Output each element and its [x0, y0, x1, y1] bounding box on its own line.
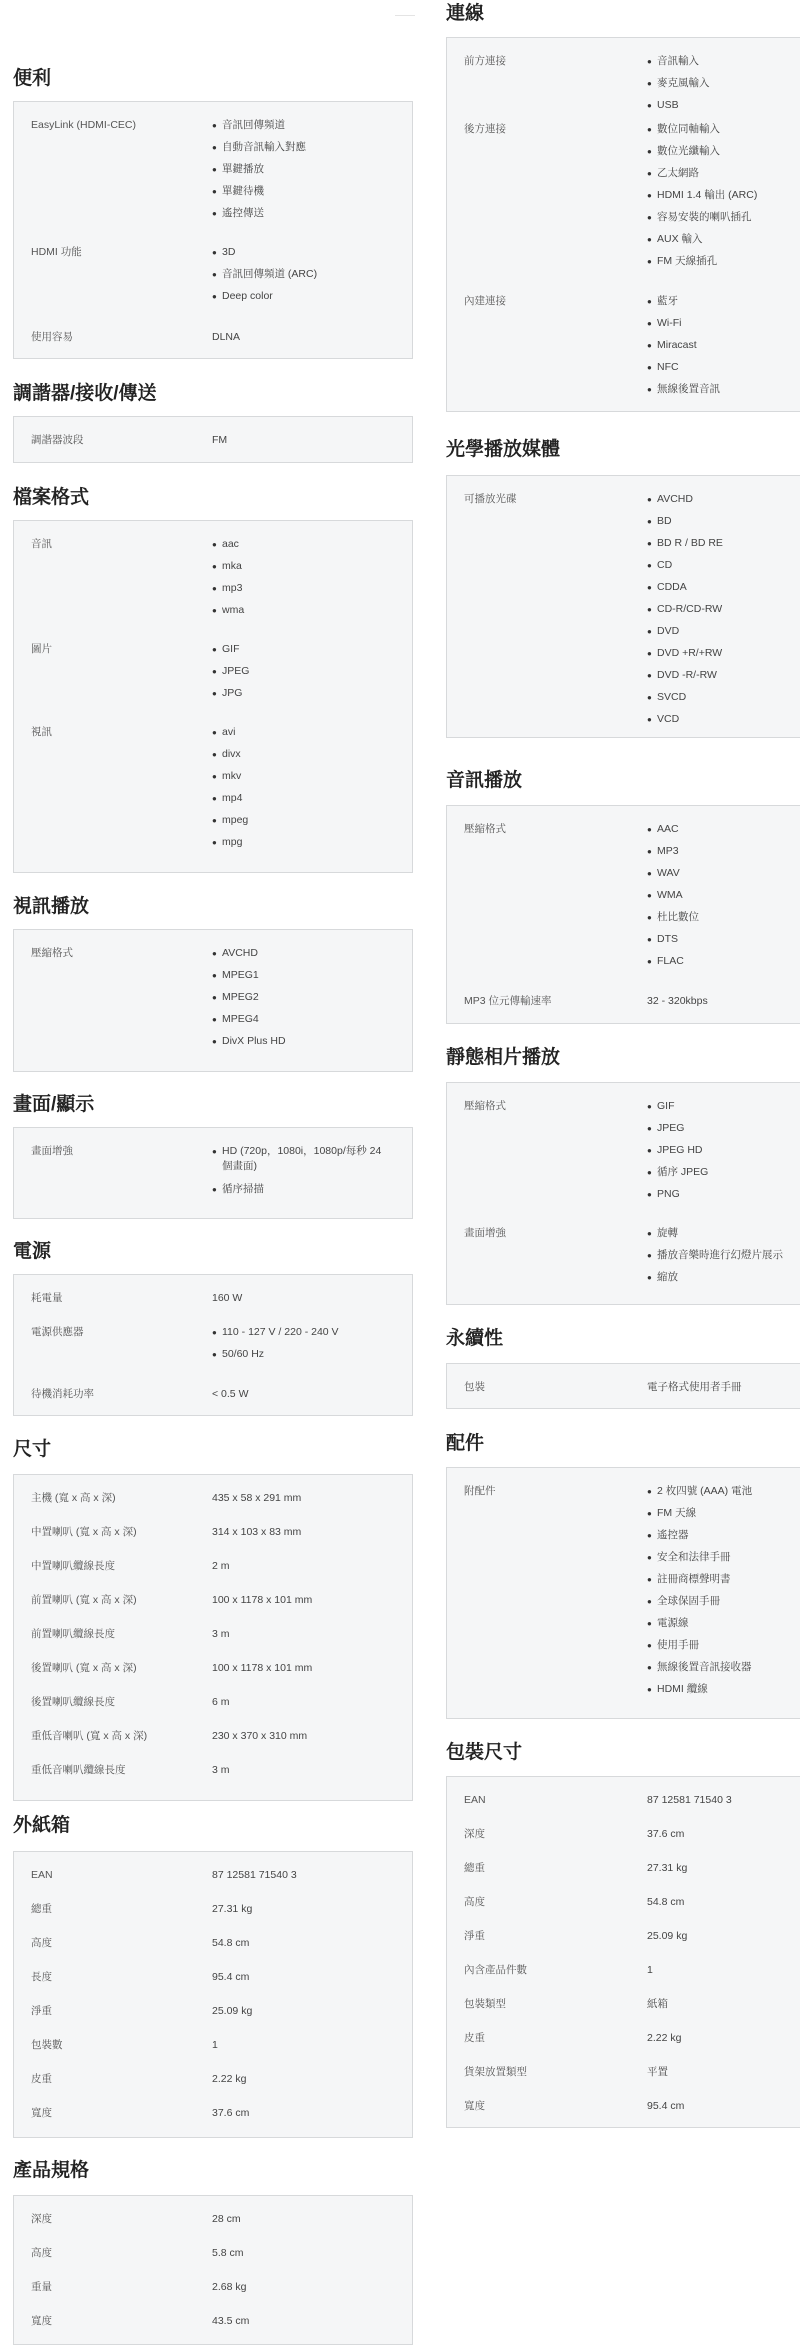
spec-label: 寬度	[31, 2107, 52, 2119]
spec-label: 前置喇叭纜線長度	[31, 1628, 115, 1640]
spec-table	[446, 37, 800, 412]
bullet-item: ● 數位同軸輸入	[647, 122, 794, 144]
bullet-item: ● GIF	[647, 1099, 794, 1121]
bullet-item: ● FM 天線插孔	[647, 254, 794, 276]
spec-value	[647, 54, 794, 120]
section-title: 連線	[446, 3, 485, 24]
bullet-item: ● mp4	[212, 791, 406, 813]
bullet-item: ● 循序 JPEG	[647, 1165, 794, 1187]
bullet-item: ● mp3	[212, 581, 406, 603]
bullet-item: ● 無線後置音訊	[647, 382, 794, 404]
bullet-item: ● MPEG1	[212, 968, 406, 990]
section-title: 外紙箱	[13, 1815, 71, 1836]
bullet-item: ● mka	[212, 559, 406, 581]
spec-label: 使用容易	[31, 331, 73, 343]
spec-value: 2 m	[212, 1560, 230, 1572]
bullet-item: ● DivX Plus HD	[212, 1034, 406, 1056]
bullet-item: ● 使用手冊	[647, 1638, 794, 1660]
bullet-list	[647, 1226, 794, 1292]
spec-label: 可播放光碟	[464, 493, 517, 505]
spec-label: 總重	[31, 1903, 52, 1915]
spec-label: 皮重	[464, 2032, 485, 2044]
bullet-list	[647, 1099, 794, 1209]
spec-label: 前方連接	[464, 55, 506, 67]
spec-label: 包裝數	[31, 2039, 63, 2051]
bullet-item: ● 音訊回傳頻道	[212, 118, 406, 140]
bullet-list	[647, 122, 794, 276]
bullet-item: ● DVD +R/+RW	[647, 646, 794, 668]
bullet-item: ● FLAC	[647, 954, 794, 976]
spec-value	[647, 1484, 794, 1704]
spec-label: 耗電量	[31, 1292, 63, 1304]
bullet-list	[212, 118, 406, 228]
spec-value: 43.5 cm	[212, 2315, 250, 2327]
bullet-item: ● GIF	[212, 642, 406, 664]
bullet-item: ● avi	[212, 725, 406, 747]
spec-value: 27.31 kg	[212, 1903, 253, 1915]
bullet-item: ● 安全和法律手冊	[647, 1550, 794, 1572]
bullet-list	[212, 946, 406, 1056]
bullet-item: ● CD	[647, 558, 794, 580]
section-title: 視訊播放	[13, 896, 90, 917]
spec-label: 淨重	[464, 1930, 485, 1942]
bullet-item: ● 播放音樂時進行幻燈片展示	[647, 1248, 794, 1270]
spec-label: 後置喇叭纜線長度	[31, 1696, 115, 1708]
bullet-item: ● mpeg	[212, 813, 406, 835]
spec-value: 435 x 58 x 291 mm	[212, 1492, 302, 1504]
bullet-item: ● CD-R/CD-RW	[647, 602, 794, 624]
spec-label: 調諧器波段	[31, 434, 84, 446]
spec-value: 230 x 370 x 310 mm	[212, 1730, 308, 1742]
spec-value: 100 x 1178 x 101 mm	[212, 1594, 313, 1606]
bullet-item: ● 註冊商標聲明書	[647, 1572, 794, 1594]
spec-value: 3 m	[212, 1628, 230, 1640]
spec-label: 寬度	[31, 2315, 52, 2327]
spec-label: 畫面增強	[464, 1227, 506, 1239]
bullet-item: ● 3D	[212, 245, 406, 267]
spec-label: 後方連接	[464, 123, 506, 135]
spec-table	[446, 475, 800, 738]
spec-value	[212, 1325, 406, 1369]
spec-value: 95.4 cm	[212, 1971, 250, 1983]
bullet-item: ● 遙控傳送	[212, 206, 406, 228]
bullet-item: ● 無線後置音訊接收器	[647, 1660, 794, 1682]
spec-table	[13, 929, 413, 1072]
spec-value	[647, 822, 794, 976]
spec-value	[647, 294, 794, 404]
bullet-item: ● JPEG	[647, 1121, 794, 1143]
spec-value: 1	[647, 1964, 653, 1976]
spec-value: DLNA	[212, 331, 241, 343]
spec-label: HDMI 功能	[31, 246, 82, 258]
spec-table	[13, 1127, 413, 1219]
spec-label: 內建連接	[464, 295, 506, 307]
spec-label: 畫面增強	[31, 1145, 73, 1157]
spec-value: 54.8 cm	[212, 1937, 250, 1949]
bullet-item: ● SVCD	[647, 690, 794, 712]
spec-label: 主機 (寬 x 高 x 深)	[31, 1492, 116, 1504]
spec-value: 54.8 cm	[647, 1896, 685, 1908]
bullet-item: ● 容易安裝的喇叭插孔	[647, 210, 794, 232]
spec-label: 圖片	[31, 643, 52, 655]
spec-label: 壓縮格式	[31, 947, 73, 959]
spec-label: EAN	[31, 1869, 53, 1881]
spec-value: 100 x 1178 x 101 mm	[212, 1662, 313, 1674]
spec-table	[446, 1082, 800, 1305]
spec-value: 紙箱	[647, 1998, 668, 2010]
bullet-item: ● divx	[212, 747, 406, 769]
spec-table	[446, 805, 800, 1024]
spec-label: 包裝類型	[464, 1998, 506, 2010]
spec-value: 3 m	[212, 1764, 230, 1776]
bullet-item: ● MPEG2	[212, 990, 406, 1012]
bullet-list	[212, 642, 406, 708]
bullet-item: ● 全球保固手冊	[647, 1594, 794, 1616]
spec-table	[13, 1274, 413, 1416]
spec-value: 314 x 103 x 83 mm	[212, 1526, 302, 1538]
spec-value: 28 cm	[212, 2213, 241, 2225]
spec-value: 37.6 cm	[212, 2107, 250, 2119]
spec-value	[212, 1144, 392, 1204]
spec-table	[13, 1851, 413, 2138]
bullet-item: ● JPG	[212, 686, 406, 708]
bullet-item: ● 數位光纖輸入	[647, 144, 794, 166]
bullet-list	[212, 725, 406, 857]
spec-label: 重低音喇叭纜線長度	[31, 1764, 126, 1776]
bullet-item: ● 單鍵待機	[212, 184, 406, 206]
spec-value: 95.4 cm	[647, 2100, 685, 2112]
spec-value: 87 12581 71540 3	[647, 1794, 732, 1806]
bullet-item: ● DVD -R/-RW	[647, 668, 794, 690]
bullet-item: ● 藍牙	[647, 294, 794, 316]
decorative-corner-line	[395, 0, 415, 16]
bullet-item: ● 乙太網路	[647, 166, 794, 188]
spec-label: 寬度	[464, 2100, 485, 2112]
spec-table	[446, 1776, 800, 2128]
spec-value: 32 - 320kbps	[647, 995, 708, 1007]
bullet-item: ● HDMI 纜線	[647, 1682, 794, 1704]
bullet-list	[212, 245, 406, 311]
bullet-list	[647, 54, 794, 120]
bullet-list	[212, 537, 406, 625]
bullet-item: ● 音訊輸入	[647, 54, 794, 76]
bullet-item: ● VCD	[647, 712, 794, 734]
spec-label: 長度	[31, 1971, 52, 1983]
bullet-item: ● AAC	[647, 822, 794, 844]
spec-value: < 0.5 W	[212, 1388, 249, 1400]
spec-label: 深度	[31, 2213, 52, 2225]
spec-label: 壓縮格式	[464, 1100, 506, 1112]
bullet-item: ● 2 枚四號 (AAA) 電池	[647, 1484, 794, 1506]
spec-value: FM	[212, 434, 228, 446]
bullet-item: ● Wi-Fi	[647, 316, 794, 338]
bullet-list	[647, 492, 794, 734]
spec-label: 前置喇叭 (寬 x 高 x 深)	[31, 1594, 137, 1606]
spec-value: 1	[212, 2039, 218, 2051]
bullet-item: ● 110 - 127 V / 220 - 240 V	[212, 1325, 406, 1347]
spec-label: 壓縮格式	[464, 823, 506, 835]
spec-value: 電子格式使用者手冊	[647, 1381, 742, 1393]
spec-value	[647, 1226, 794, 1292]
spec-label: 總重	[464, 1862, 485, 1874]
bullet-item: ● NFC	[647, 360, 794, 382]
spec-label: 音訊	[31, 538, 52, 550]
spec-value: 6 m	[212, 1696, 230, 1708]
bullet-item: ● 單鍵播放	[212, 162, 406, 184]
spec-value: 37.6 cm	[647, 1828, 685, 1840]
bullet-item: ● mkv	[212, 769, 406, 791]
spec-value: 160 W	[212, 1292, 243, 1304]
spec-value	[212, 118, 406, 228]
spec-label: 淨重	[31, 2005, 52, 2017]
spec-label: 高度	[464, 1896, 485, 1908]
section-title: 尺寸	[13, 1439, 52, 1460]
bullet-item: ● AUX 輸入	[647, 232, 794, 254]
bullet-list	[647, 294, 794, 404]
section-title: 檔案格式	[13, 487, 90, 508]
bullet-item: ● aac	[212, 537, 406, 559]
bullet-item: ● 50/60 Hz	[212, 1347, 406, 1369]
spec-value	[212, 245, 406, 311]
bullet-item: ● CDDA	[647, 580, 794, 602]
spec-label: 後置喇叭 (寬 x 高 x 深)	[31, 1662, 137, 1674]
spec-label: 中置喇叭纜線長度	[31, 1560, 115, 1572]
spec-label: 重低音喇叭 (寬 x 高 x 深)	[31, 1730, 148, 1742]
spec-label: EAN	[464, 1794, 486, 1806]
spec-label: 深度	[464, 1828, 485, 1840]
spec-label: EasyLink (HDMI-CEC)	[31, 119, 137, 131]
bullet-item: ● MP3	[647, 844, 794, 866]
spec-value	[647, 492, 794, 734]
spec-value: 2.68 kg	[212, 2281, 247, 2293]
spec-label: MP3 位元傳輸速率	[464, 995, 552, 1007]
spec-label: 包裝	[464, 1381, 485, 1393]
spec-label: 內含產品件數	[464, 1964, 527, 1976]
spec-value	[647, 122, 794, 276]
spec-value	[212, 537, 406, 625]
spec-label: 視訊	[31, 726, 52, 738]
spec-label: 待機消耗功率	[31, 1388, 94, 1400]
bullet-item: ● 循序掃描	[212, 1182, 392, 1204]
bullet-item: ● 杜比數位	[647, 910, 794, 932]
bullet-item: ● JPEG HD	[647, 1143, 794, 1165]
spec-label: 貨架放置類型	[464, 2066, 527, 2078]
bullet-item: ● Deep color	[212, 289, 406, 311]
spec-label: 電源供應器	[31, 1326, 84, 1338]
spec-label: 皮重	[31, 2073, 52, 2085]
spec-value	[212, 946, 406, 1056]
spec-label: 中置喇叭 (寬 x 高 x 深)	[31, 1526, 137, 1538]
spec-label: 附配件	[464, 1485, 496, 1497]
section-title: 電源	[13, 1241, 52, 1262]
section-title: 靜態相片播放	[446, 1047, 561, 1068]
bullet-item: ● AVCHD	[212, 946, 406, 968]
spec-value	[212, 725, 406, 857]
section-title: 配件	[446, 1433, 485, 1454]
spec-label: 高度	[31, 1937, 52, 1949]
bullet-item: ● 自動音訊輸入對應	[212, 140, 406, 162]
spec-value: 25.09 kg	[647, 1930, 688, 1942]
bullet-item: ● JPEG	[212, 664, 406, 686]
spec-value	[647, 1099, 794, 1209]
spec-label: 重量	[31, 2281, 52, 2293]
bullet-list	[647, 1484, 794, 1704]
section-title: 便利	[13, 68, 52, 89]
bullet-item: ● FM 天線	[647, 1506, 794, 1528]
bullet-item: ● Miracast	[647, 338, 794, 360]
spec-value: 5.8 cm	[212, 2247, 244, 2259]
bullet-list	[212, 1325, 406, 1369]
spec-value	[212, 642, 406, 708]
bullet-item: ● 麥克風輸入	[647, 76, 794, 98]
spec-table	[446, 1363, 800, 1409]
spec-table	[13, 101, 413, 359]
bullet-item: ● HDMI 1.4 輸出 (ARC)	[647, 188, 794, 210]
bullet-item: ● MPEG4	[212, 1012, 406, 1034]
bullet-item: ● WAV	[647, 866, 794, 888]
section-title: 包裝尺寸	[446, 1742, 523, 1763]
bullet-item: ● 音訊回傳頻道 (ARC)	[212, 267, 406, 289]
bullet-item: ● 遙控器	[647, 1528, 794, 1550]
bullet-item: ● PNG	[647, 1187, 794, 1209]
bullet-item: ● 縮放	[647, 1270, 794, 1292]
spec-value: 平置	[647, 2066, 668, 2078]
spec-value: 2.22 kg	[647, 2032, 682, 2044]
bullet-item: ● WMA	[647, 888, 794, 910]
bullet-item: ● DTS	[647, 932, 794, 954]
bullet-item: ● BD	[647, 514, 794, 536]
bullet-item: ● HD (720p，1080i，1080p/每秒 24 個畫面)	[212, 1144, 392, 1182]
bullet-item: ● USB	[647, 98, 794, 120]
bullet-item: ● 電源線	[647, 1616, 794, 1638]
section-title: 音訊播放	[446, 770, 523, 791]
section-title: 調諧器/接收/傳送	[13, 383, 157, 404]
spec-value: 25.09 kg	[212, 2005, 253, 2017]
spec-label: 高度	[31, 2247, 52, 2259]
spec-table	[13, 2195, 413, 2345]
spec-value: 87 12581 71540 3	[212, 1869, 297, 1881]
spec-table	[446, 1467, 800, 1719]
bullet-item: ● 旋轉	[647, 1226, 794, 1248]
section-title: 光學播放媒體	[446, 439, 561, 460]
section-title: 畫面/顯示	[13, 1094, 95, 1115]
bullet-item: ● BD R / BD RE	[647, 536, 794, 558]
spec-table	[13, 416, 413, 463]
bullet-item: ● AVCHD	[647, 492, 794, 514]
bullet-item: ● wma	[212, 603, 406, 625]
spec-value: 2.22 kg	[212, 2073, 247, 2085]
bullet-item: ● mpg	[212, 835, 406, 857]
spec-value: 27.31 kg	[647, 1862, 688, 1874]
section-title: 永續性	[446, 1328, 504, 1349]
bullet-item: ● DVD	[647, 624, 794, 646]
bullet-list	[647, 822, 794, 976]
section-title: 產品規格	[13, 2160, 90, 2181]
spec-table	[13, 520, 413, 873]
bullet-list	[212, 1144, 392, 1204]
spec-table	[13, 1474, 413, 1801]
